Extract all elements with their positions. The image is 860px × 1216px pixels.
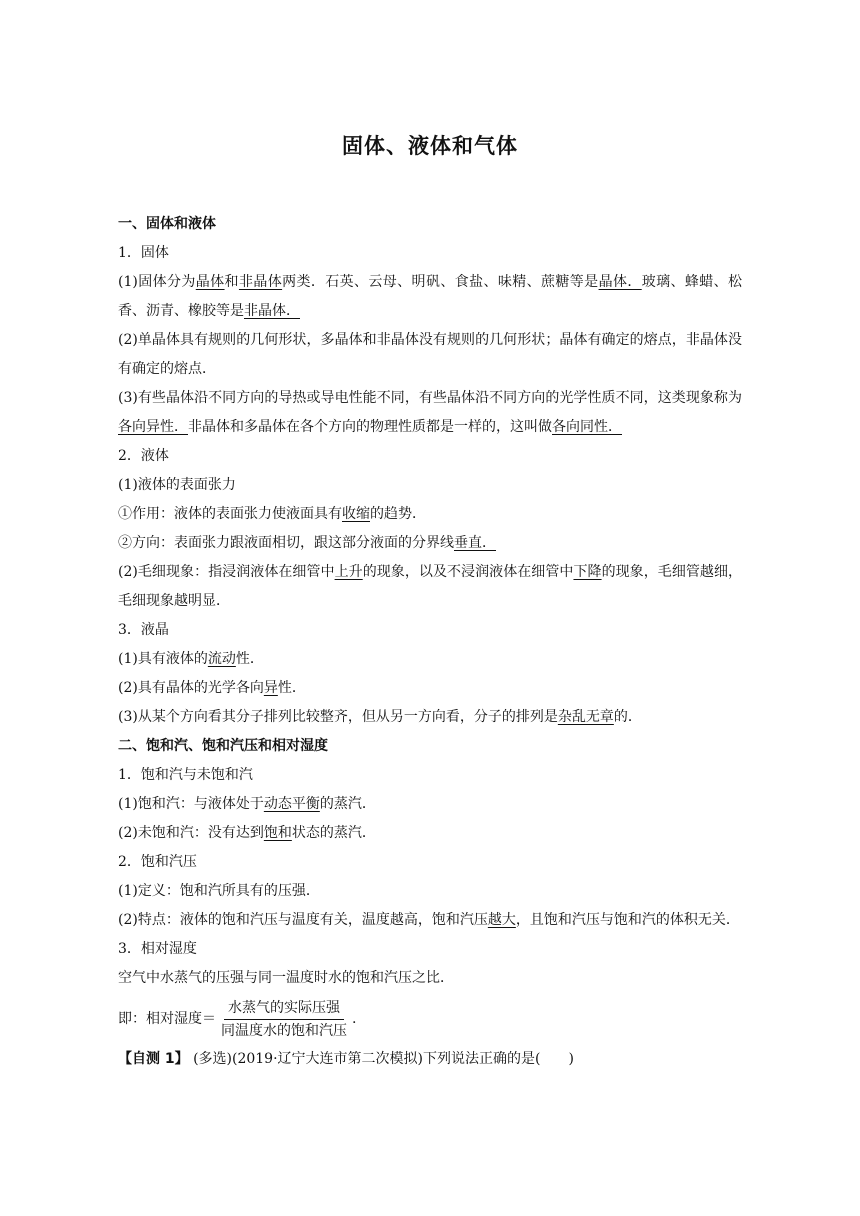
paragraph xyxy=(118,384,742,442)
blank-answer: 垂直． xyxy=(454,535,496,551)
text: (2)未饱和汽：没有达到 xyxy=(118,825,264,841)
blank-answer: 非晶体 xyxy=(238,274,283,290)
paragraph xyxy=(118,268,742,326)
paragraph xyxy=(118,790,742,819)
blank-answer: 非晶体． xyxy=(244,303,300,319)
blank-answer: 上升 xyxy=(334,564,363,580)
relative-humidity-formula xyxy=(118,995,742,1043)
text: (2)具有晶体的光学各向 xyxy=(118,680,264,696)
text: 和 xyxy=(224,274,239,290)
paragraph xyxy=(118,558,742,616)
text: 性． xyxy=(235,651,264,667)
formula-suffix: . xyxy=(352,1010,357,1027)
fraction-denominator: 同温度水的饱和汽压 xyxy=(221,1022,347,1039)
text: 性． xyxy=(277,680,306,696)
blank-answer: 各向异性． xyxy=(118,419,188,435)
text: (2)毛细现象：指浸润液体在细管中 xyxy=(118,564,335,580)
text: (1)饱和汽：与液体处于 xyxy=(118,796,264,812)
blank-answer: 流动 xyxy=(207,651,236,667)
paragraph: (1)定义：饱和汽所具有的压强． xyxy=(118,883,320,899)
self-test-text: (多选)(2019·辽宁大连市第二次模拟)下列说法正确的是( ) xyxy=(193,1051,574,1067)
blank-answer: 异 xyxy=(263,680,278,696)
text: ②方向：表面张力跟液面相切，跟这部分液面的分界线 xyxy=(118,535,454,551)
text: 状态的蒸汽． xyxy=(291,825,376,841)
text: 的． xyxy=(613,709,642,725)
text: (3)有些晶体沿不同方向的导热或导电性能不同，有些晶体沿不同方向的光学性质不同，这类现象称为 xyxy=(118,390,742,406)
blank-answer: 晶体． xyxy=(598,274,642,290)
paragraph xyxy=(118,703,742,732)
self-test-tag: 【自测 1】 xyxy=(118,1051,189,1067)
subsection-heading: 2．液体 xyxy=(118,448,169,464)
paragraph xyxy=(118,529,742,558)
paragraph: (1)液体的表面张力 xyxy=(118,477,236,493)
blank-answer: 各向同性． xyxy=(552,419,622,435)
text: 的趋势． xyxy=(370,506,426,522)
text: ①作用：液体的表面张力使液面具有 xyxy=(118,506,342,522)
blank-answer: 杂乱无章 xyxy=(557,709,614,725)
text: 的现象，以及不浸润液体在细管中 xyxy=(362,564,574,580)
blank-answer: 动态平衡 xyxy=(263,796,320,812)
blank-answer: 越大 xyxy=(487,912,516,928)
subsection-heading: 3．液晶 xyxy=(118,622,169,638)
paragraph xyxy=(118,819,742,848)
fraction-numerator: 水蒸气的实际压强 xyxy=(224,997,344,1020)
text: 两类．石英、云母、明矾、食盐、味精、蔗糖等是 xyxy=(282,274,599,290)
text: (1)具有液体的 xyxy=(118,651,208,667)
text: 的蒸汽． xyxy=(319,796,376,812)
text: (2)特点：液体的饱和汽压与温度有关，温度越高，饱和汽压 xyxy=(118,912,488,928)
section-heading: 二、饱和汽、饱和汽压和相对湿度 xyxy=(118,738,328,754)
text: 非晶体和多晶体在各个方向的物理性质都是一样的，这叫做 xyxy=(188,419,552,435)
subsection-heading: 1．固体 xyxy=(118,245,169,261)
blank-answer: 收缩 xyxy=(342,506,370,522)
text: (1)固体分为 xyxy=(118,274,196,290)
subsection-heading: 3．相对湿度 xyxy=(118,941,197,957)
paragraph xyxy=(118,500,742,529)
text: (3)从某个方向看其分子排列比较整齐，但从另一方向看，分子的排列是 xyxy=(118,709,558,725)
page-title: 固体、液体和气体 xyxy=(342,134,518,158)
document-body xyxy=(118,210,742,1074)
blank-answer: 晶体 xyxy=(195,274,225,290)
formula-prefix: 即：相对湿度＝ xyxy=(118,1010,216,1027)
blank-answer: 下降 xyxy=(573,564,602,580)
paragraph: (2)单晶体具有规则的几何形状，多晶体和非晶体没有规则的几何形状；晶体有确定的熔点，非晶体没有确定的熔点． xyxy=(118,332,742,377)
section-heading: 一、固体和液体 xyxy=(118,216,216,232)
paragraph xyxy=(118,674,742,703)
paragraph xyxy=(118,645,742,674)
fraction xyxy=(217,997,351,1042)
subsection-heading: 2．饱和汽压 xyxy=(118,854,197,870)
self-test-question xyxy=(118,1045,742,1074)
text: 玻璃、蜂蜡、松香、沥青、橡胶等是 xyxy=(118,274,743,319)
blank-answer: 饱和 xyxy=(263,825,292,841)
subsection-heading: 1．饱和汽与未饱和汽 xyxy=(118,767,253,783)
text: 的现象，毛细管越细，毛细现象越明显． xyxy=(118,564,743,609)
text: ，且饱和汽压与饱和汽的体积无关． xyxy=(515,912,740,928)
paragraph xyxy=(118,906,742,935)
paragraph: 空气中水蒸气的压强与同一温度时水的饱和汽压之比． xyxy=(118,970,454,986)
